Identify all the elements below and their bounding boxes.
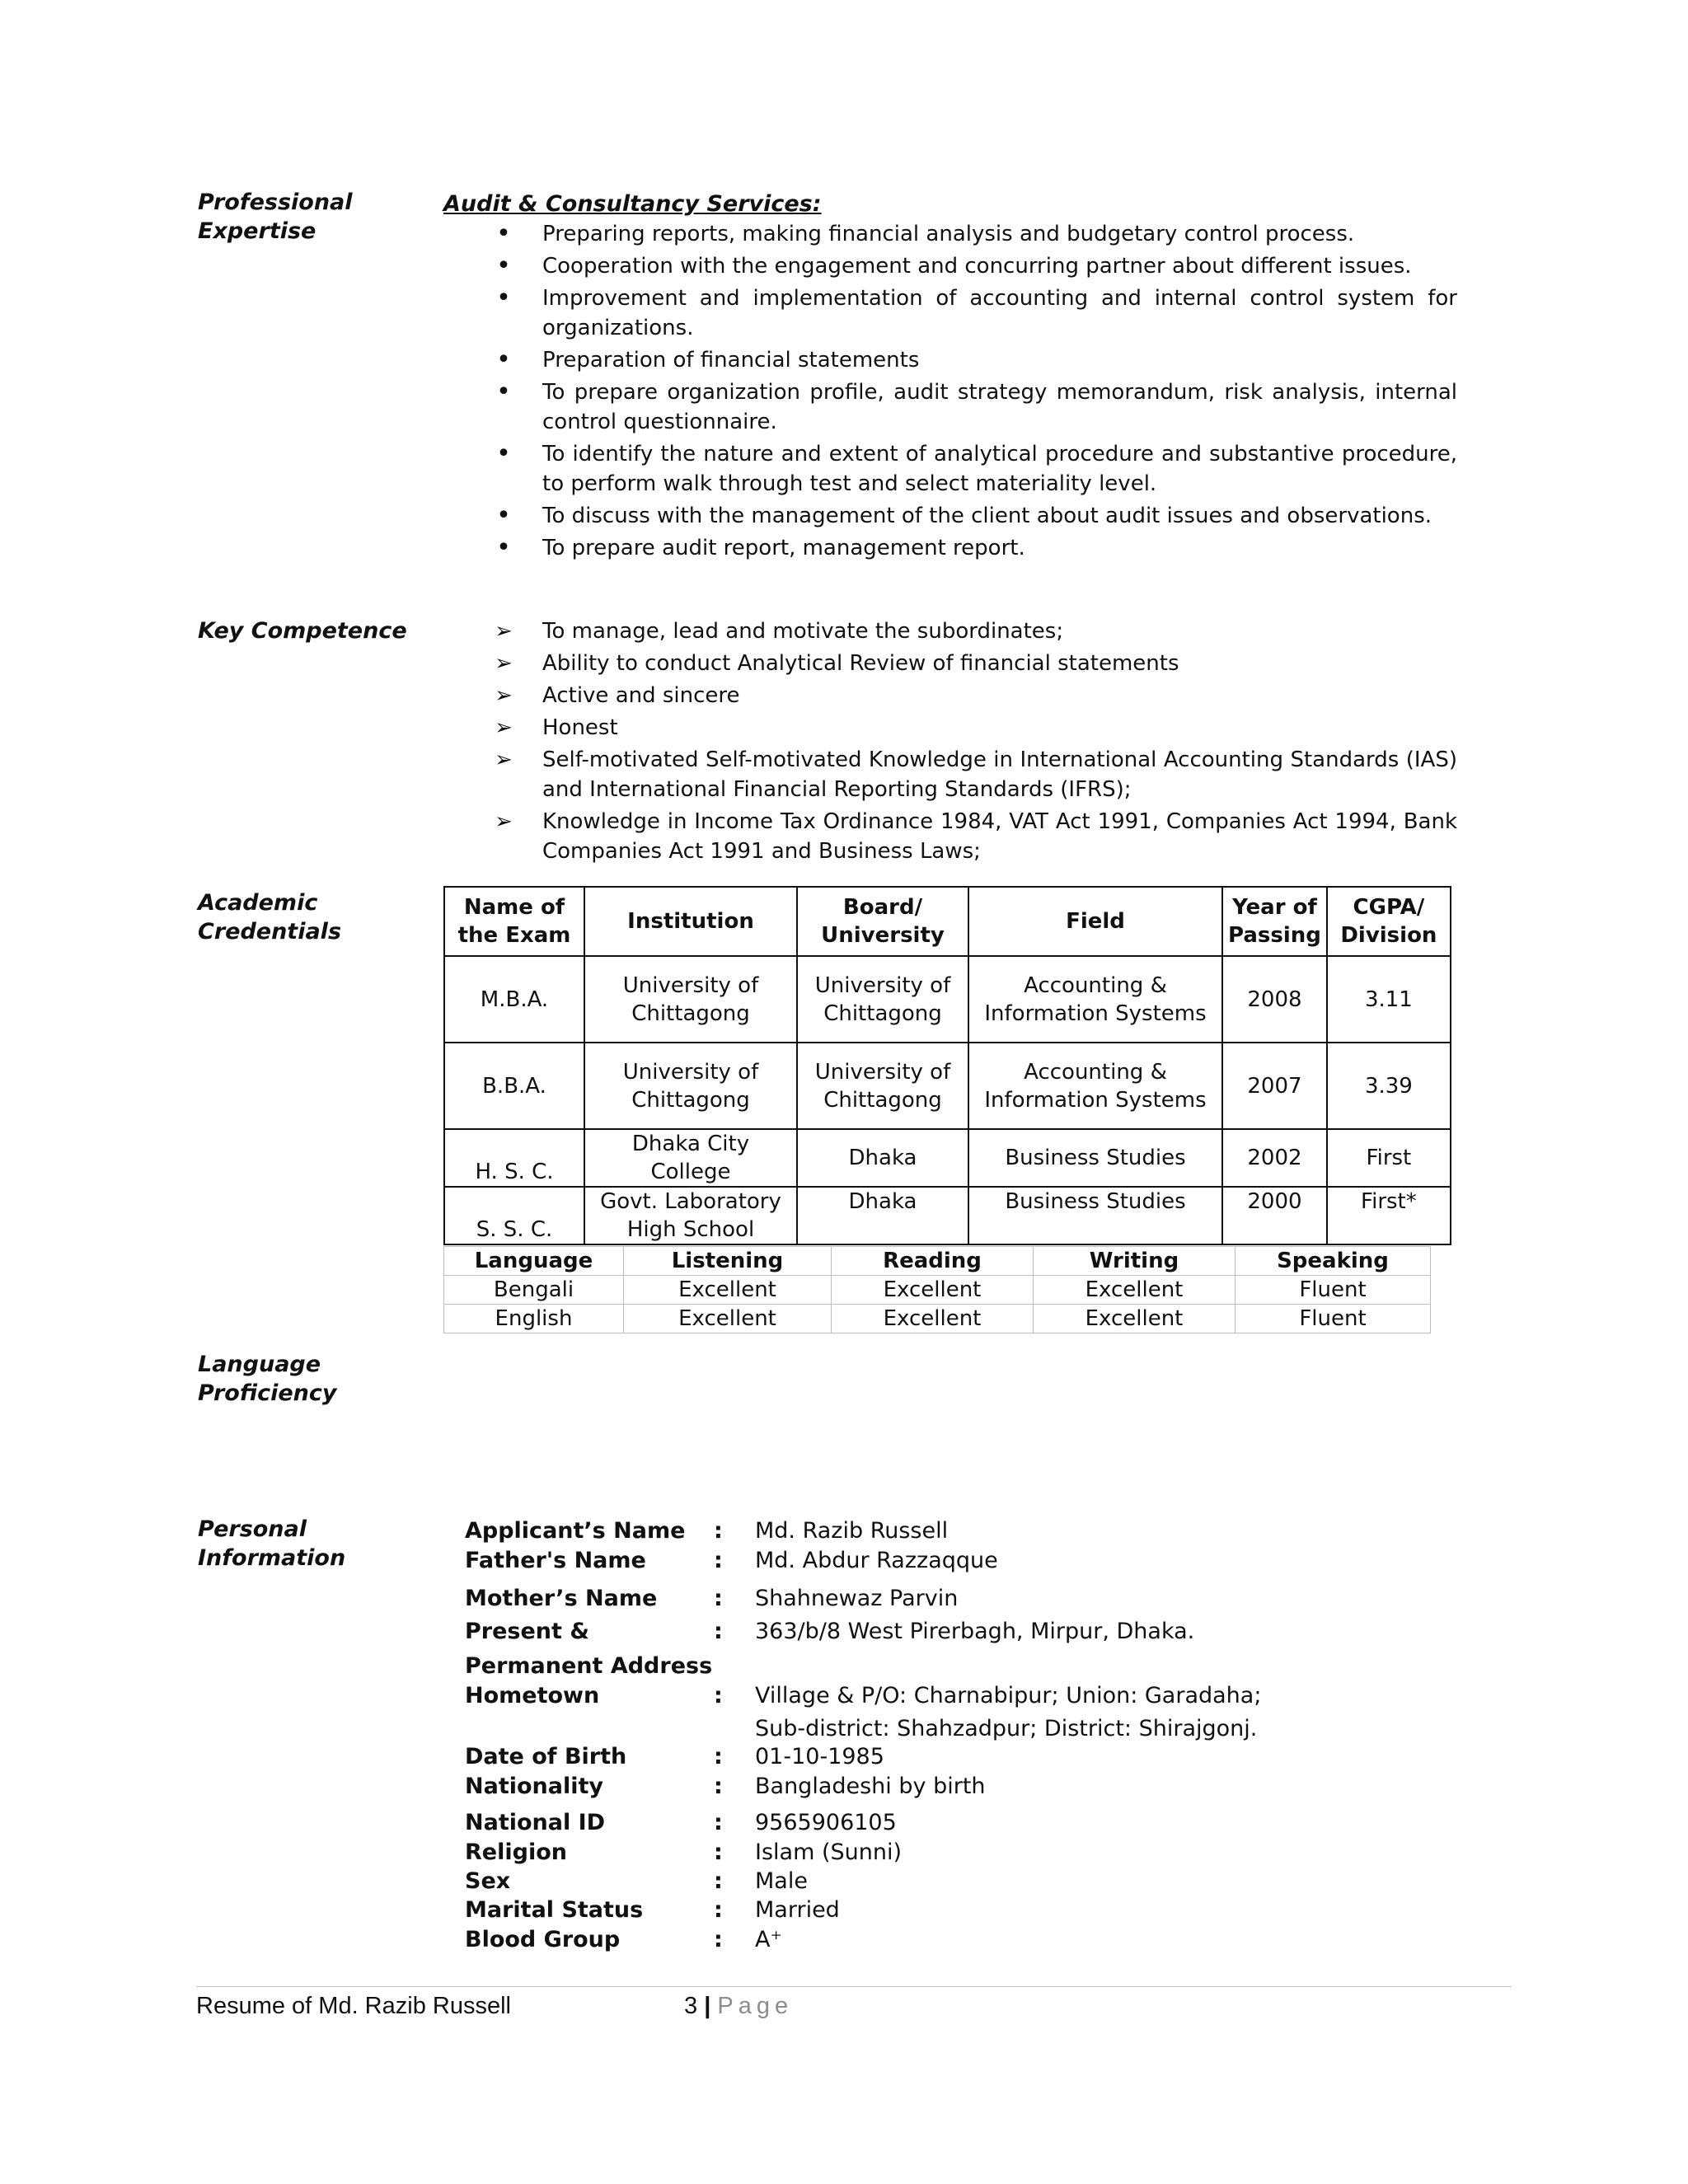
list-item: ➢ To manage, lead and motivate the subordinates; (443, 616, 1457, 646)
list-item: • Improvement and implementation of accounting and internal control system for organizations. (443, 284, 1457, 343)
list-item: • To prepare audit report, management report. (443, 533, 1457, 563)
section-label-language-proficiency: Language Proficiency (198, 1352, 337, 1406)
section-label-personal-information: Personal Information (198, 1516, 346, 1571)
table-cell: Accounting & Information Systems (968, 1043, 1222, 1129)
page-number: 3 (684, 1993, 698, 2019)
table-cell: Excellent (1034, 1305, 1236, 1333)
column-header: Field (968, 887, 1222, 956)
table-cell: University of Chittagong (797, 956, 968, 1043)
list-item: • Preparing reports, making financial analysis and budgetary control process. (443, 219, 1457, 249)
expertise-list (443, 219, 1457, 565)
table-cell: Business Studies (968, 1187, 1222, 1244)
table-cell: S. S. C. (444, 1187, 584, 1244)
bullet-icon (491, 501, 516, 532)
table-cell: Govt. Laboratory High School (584, 1187, 797, 1244)
table-cell: University of Chittagong (584, 956, 797, 1043)
resume-page: Professional Expertise Key Competence Academic Credentials Language Proficiency Personal Information Audit & Consultancy Services: • Preparing reports, making financial analysis and budgetary control process. • Cooperation with the engagement and concurring partner about different issues. • Improvement and implementation of accounting and internal control system for organizations. • Preparation of financial statements • To prepare organization profile, audit strategy memorandum, risk analysis, internal control questionnaire. • To identify the nature and extent of analytical procedure and substantive procedure, to perform walk through test and select materiality level. • To discuss with the management of the client about audit issues and observations. • To prepare audit report, management report. ➢ To manage, lead and motivate the subordinates; ➢ Ability to conduct Analytical Review of financial statements ➢ Active and sincere ➢ Honest ➢ Self-motivated Self-motivated Knowledge in International Accounting Standards (IAS) and International Financial Reporting Standards (IFRS); ➢ Knowledge in Income Tax Ordinance 1984, VAT Act 1991, Companies Act 1994, Bank Companies Act 1991 and Business Laws; Name of the Exam Institution Board/ University Field Year of Passing CGPA/ Division M.B.A. University of Chittagong University of Chittagong Accounting & Information Systems 2008 3.11 B.B.A. University of Chittagong University of Chittagong Accounting & Information Systems 2007 3.39 H. S. C. Dhaka City College Dhaka Business Studies 2002 First S. S. C. Govt. Laboratory High School Dhaka Business Studies 2000 First* Language Listening Reading Writing Speaking Bengali Excellent Excellent Excellent Fluent English Excellent Excellent Excellent Fluent Applicant’s Name : Md. Razib Russell Father's Name : Md. Abdur Razzaqque Mother’s Name : Shahnewaz Parvin Present & : 363/b/8 West Pirerbagh, Mirpur, Dhaka. Permanent Address Hometown : Village & P/O: Charnabipur; Union: Garadaha; Sub-district: Shahzadpur; District: Shirajgonj. Date of Birth : 01-10-1985 Nationality : Bangladeshi by birth National ID : 9565906105 Religion : Islam (Sunni) Sex : Male Marital Status : Married Blood Group : A⁺ Resume of Md. Razib Russell 3 | Page (0, 0, 1688, 2184)
expertise-heading: Audit & Consultancy Services: (443, 191, 822, 217)
list-item: ➢ Self-motivated Self-motivated Knowledge in International Accounting Standards (IAS) and International Financial Reporting Standards (IFRS); (443, 745, 1457, 804)
list-item: • Preparation of financial statements (443, 345, 1457, 375)
list-item: ➢ Active and sincere (443, 681, 1457, 710)
table-cell: Bengali (444, 1276, 624, 1305)
table-cell: Fluent (1236, 1305, 1431, 1333)
column-header: CGPA/ Division (1327, 887, 1451, 956)
table-cell: H. S. C. (444, 1129, 584, 1187)
page-separator: | (704, 1993, 711, 2019)
arrow-bullet-icon: ➢ (495, 715, 513, 740)
column-header: Listening (624, 1247, 832, 1276)
table-cell: University of Chittagong (584, 1043, 797, 1129)
column-header: Speaking (1236, 1247, 1431, 1276)
table-cell: Dhaka (797, 1129, 968, 1187)
bullet-icon (491, 377, 516, 408)
table-cell: Fluent (1236, 1276, 1431, 1305)
page-word: Page (717, 1993, 794, 2019)
footer-divider (196, 1986, 1512, 1987)
list-item: ➢ Knowledge in Income Tax Ordinance 1984, VAT Act 1991, Companies Act 1994, Bank Companies Act 1991 and Business Laws; (443, 807, 1457, 866)
table-cell: B.B.A. (444, 1043, 584, 1129)
table-cell: M.B.A. (444, 956, 584, 1043)
table-cell: Excellent (1034, 1276, 1236, 1305)
bullet-icon (491, 439, 516, 470)
table-cell: 2008 (1222, 956, 1327, 1043)
footer-page-number (684, 1993, 793, 2020)
bullet-icon (491, 345, 516, 376)
table-row (444, 1129, 1451, 1187)
bullet-icon (491, 284, 516, 314)
competence-list (443, 616, 1457, 869)
list-item: • To discuss with the management of the client about audit issues and observations. (443, 501, 1457, 531)
table-cell: Dhaka (797, 1187, 968, 1244)
arrow-bullet-icon: ➢ (495, 748, 513, 772)
list-item: • Cooperation with the engagement and concurring partner about different issues. (443, 251, 1457, 281)
bullet-icon (491, 251, 516, 282)
column-header: Reading (832, 1247, 1034, 1276)
table-row (444, 1276, 1431, 1305)
table-cell: Business Studies (968, 1129, 1222, 1187)
table-cell: Excellent (832, 1305, 1034, 1333)
table-cell: Dhaka City College (584, 1129, 797, 1187)
table-cell: First (1327, 1129, 1451, 1187)
arrow-bullet-icon: ➢ (495, 619, 513, 644)
table-cell: 3.39 (1327, 1043, 1451, 1129)
section-label-key-competence: Key Competence (198, 618, 407, 644)
table-row (444, 1043, 1451, 1129)
list-item: ➢ Ability to conduct Analytical Review of financial statements (443, 649, 1457, 678)
table-row (444, 1305, 1431, 1333)
table-cell: University of Chittagong (797, 1043, 968, 1129)
section-label-professional-expertise: Professional Expertise (198, 190, 353, 244)
column-header: Name of the Exam (444, 887, 584, 956)
table-cell: 3.11 (1327, 956, 1451, 1043)
bullet-icon (491, 219, 516, 250)
bullet-icon (491, 533, 516, 564)
table-cell: 2002 (1222, 1129, 1327, 1187)
academic-credentials-table (443, 886, 1451, 1245)
language-proficiency-table (443, 1246, 1431, 1333)
table-row (444, 1187, 1451, 1244)
table-cell: English (444, 1305, 624, 1333)
footer-title: Resume of Md. Razib Russell (196, 1993, 511, 2019)
table-cell: Excellent (624, 1276, 832, 1305)
table-row (444, 956, 1451, 1043)
section-label-academic-credentials: Academic Credentials (198, 890, 342, 944)
table-header-row (444, 887, 1451, 956)
arrow-bullet-icon: ➢ (495, 809, 513, 834)
arrow-bullet-icon: ➢ (495, 651, 513, 676)
column-header: Institution (584, 887, 797, 956)
table-cell: First* (1327, 1187, 1451, 1244)
table-cell: Excellent (832, 1276, 1034, 1305)
list-item: • To identify the nature and extent of analytical procedure and substantive procedure, to perform walk through test and select materiality level. (443, 439, 1457, 499)
column-header: Writing (1034, 1247, 1236, 1276)
table-cell: 2000 (1222, 1187, 1327, 1244)
column-header: Year of Passing (1222, 887, 1327, 956)
table-cell: Excellent (624, 1305, 832, 1333)
arrow-bullet-icon: ➢ (495, 683, 513, 708)
list-item: ➢ Honest (443, 713, 1457, 743)
table-cell: 2007 (1222, 1043, 1327, 1129)
column-header: Language (444, 1247, 624, 1276)
table-header-row (444, 1247, 1431, 1276)
table-cell: Accounting & Information Systems (968, 956, 1222, 1043)
column-header: Board/ University (797, 887, 968, 956)
list-item: • To prepare organization profile, audit strategy memorandum, risk analysis, internal control questionnaire. (443, 377, 1457, 437)
